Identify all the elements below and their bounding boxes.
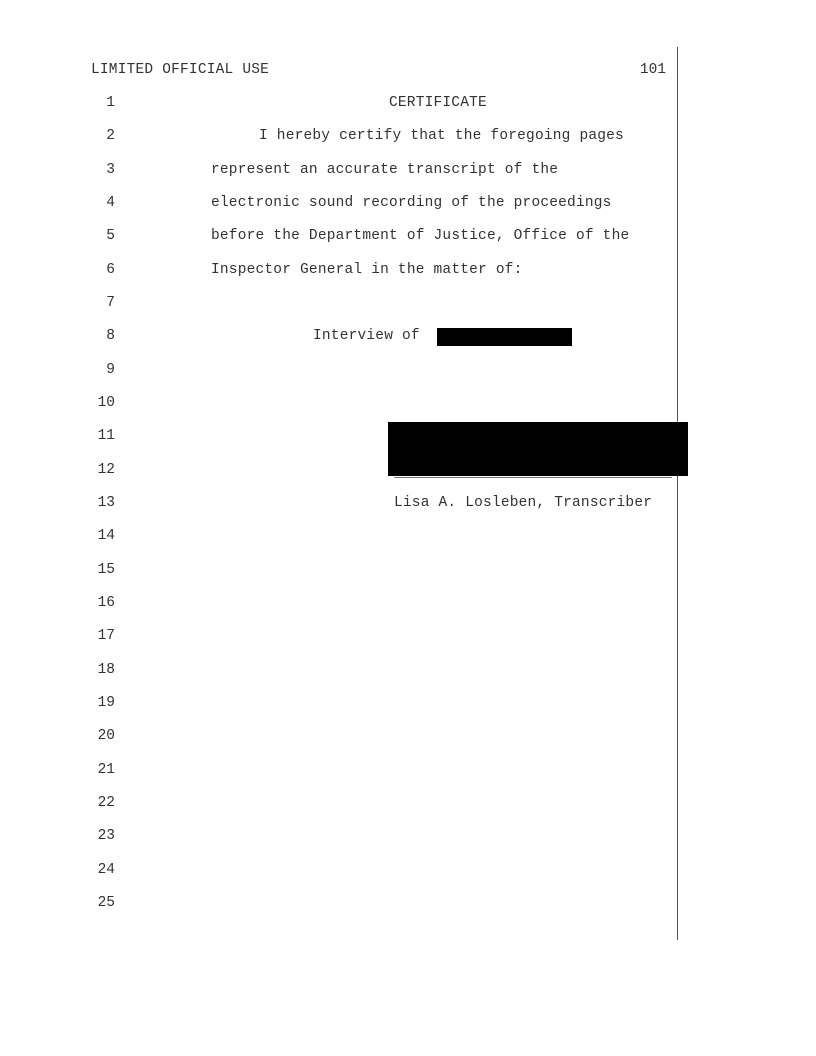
line-number: 18: [97, 662, 115, 678]
line-number: 13: [97, 495, 115, 511]
line-number: 5: [106, 228, 115, 244]
line-number: 20: [97, 728, 115, 744]
certificate-text-line: Inspector General in the matter of:: [211, 262, 523, 278]
line-number: 16: [97, 595, 115, 611]
classification-header: LIMITED OFFICIAL USE: [91, 62, 270, 78]
line-number: 10: [97, 395, 115, 411]
line-number: 19: [97, 695, 115, 711]
certificate-text-line: electronic sound recording of the proceedings: [211, 195, 612, 211]
certificate-title: CERTIFICATE: [389, 95, 487, 111]
page-number: 101: [639, 62, 666, 78]
line-number: 22: [97, 795, 115, 811]
line-number: 1: [106, 95, 115, 111]
line-number: 17: [97, 628, 115, 644]
line-number: 24: [97, 862, 115, 878]
line-number: 11: [97, 428, 115, 444]
line-number: 2: [106, 128, 115, 144]
signature-line: [394, 477, 672, 478]
interview-label: Interview of: [313, 328, 420, 344]
line-number: 23: [97, 828, 115, 844]
line-number: 9: [106, 362, 115, 378]
line-number: 3: [106, 162, 115, 178]
line-number: 14: [97, 528, 115, 544]
certificate-text-line: before the Department of Justice, Office of the: [211, 228, 630, 244]
redacted-interviewee-name: [437, 328, 572, 346]
line-number: 25: [97, 895, 115, 911]
line-number: 4: [106, 195, 115, 211]
certificate-text-line: represent an accurate transcript of the: [211, 162, 559, 178]
certificate-text-line: I hereby certify that the foregoing pages: [259, 128, 624, 144]
transcriber-name: Lisa A. Losleben, Transcriber: [394, 495, 653, 511]
line-number: 8: [106, 328, 115, 344]
line-number: 7: [106, 295, 115, 311]
line-number: 6: [106, 262, 115, 278]
line-number: 12: [97, 462, 115, 478]
right-margin-rule: [677, 47, 678, 940]
redacted-signature: [388, 422, 688, 476]
line-number: 21: [97, 762, 115, 778]
line-number: 15: [97, 562, 115, 578]
